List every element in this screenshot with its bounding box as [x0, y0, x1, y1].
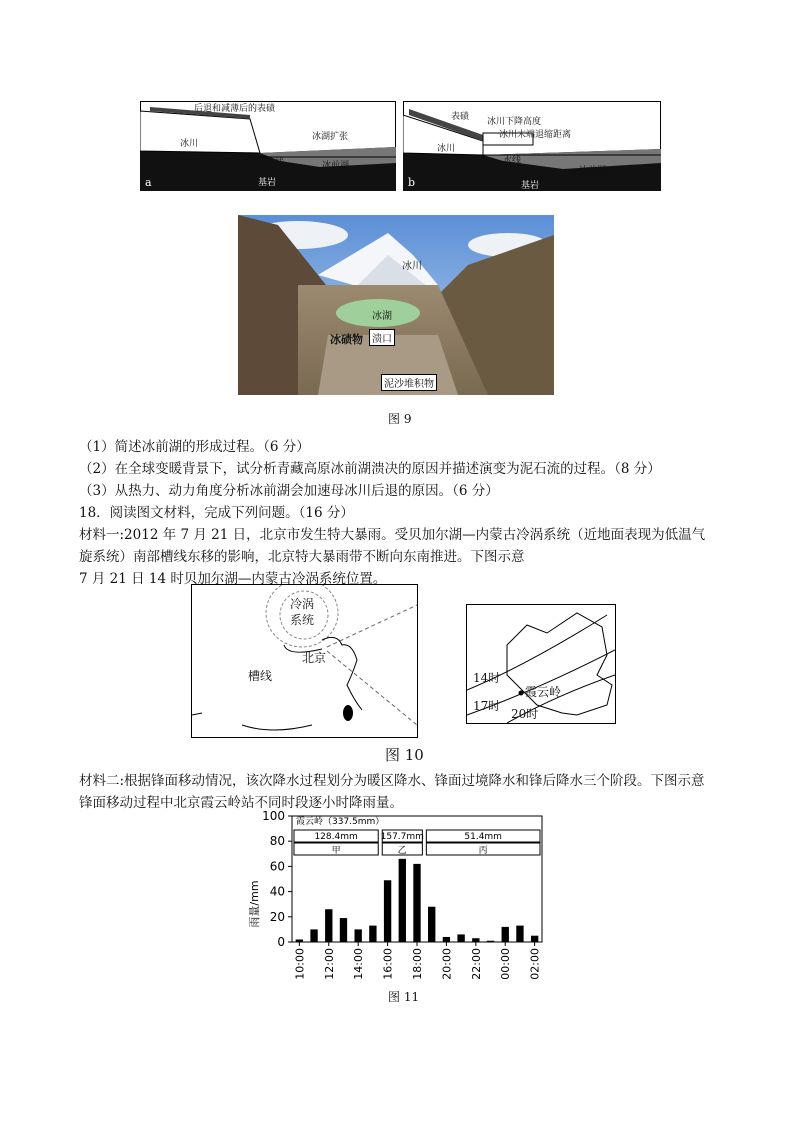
- photo-breach-label: 溃口: [369, 329, 395, 346]
- photo-glacier-label: 冰川: [402, 261, 422, 272]
- diagram-b-moraine: 表碛: [451, 112, 470, 122]
- figure10-caption: 图 10: [385, 746, 424, 764]
- rain-bar: [384, 880, 391, 942]
- rain-bar: [399, 859, 406, 942]
- diagram-b-panel-letter: b: [408, 176, 416, 189]
- station-label: 霞云岭: [525, 685, 562, 699]
- cold-vortex-label-1: 冷涡: [290, 597, 315, 611]
- diagram-a-water-line: 水线: [266, 158, 285, 168]
- photo-debris-label: 泥沙堆积物: [381, 374, 437, 391]
- diagram-a-panel-letter: a: [145, 176, 152, 189]
- stage-amount: 157.7mm: [380, 832, 424, 842]
- y-tick-label: 60: [269, 859, 285, 874]
- question-1: （1）简述冰前湖的形成过程。（6 分）: [79, 439, 310, 455]
- rain-bar: [516, 926, 523, 942]
- rain-bar: [369, 926, 376, 942]
- diagram-b: [403, 101, 661, 191]
- y-tick-label: 80: [269, 834, 285, 849]
- question-3: （3）从热力、动力角度分析冰前湖会加速母冰川后退的原因。（6 分）: [79, 483, 499, 499]
- material1-line1: 材料一:2012 年 7 月 21 日，北京市发生特大暴雨。受贝加尔湖—内蒙古冷涡系统（近地面表现为低温气: [79, 527, 706, 543]
- diagram-b-retreat: 冰川末端退缩距离: [499, 130, 572, 140]
- rain-bar: [428, 907, 435, 942]
- stage-name: 乙: [397, 846, 407, 856]
- question-2: （2）在全球变暖背景下，试分析青藏高原冰前湖溃决的原因并描述演变为泥石流的过程。（8 分）: [79, 461, 661, 477]
- y-tick-label: 40: [269, 884, 285, 899]
- stage-amount: 128.4mm: [314, 832, 358, 842]
- trough-label: 槽线: [248, 669, 273, 683]
- diagram-b-lake: 冰前湖: [579, 166, 607, 176]
- photo-lake-label: 冰湖: [372, 311, 392, 322]
- beijing-label: 北京: [302, 651, 327, 665]
- material2-line1: 材料二:根据锋面移动情况，该次降水过程划分为暖区降水、锋面过境降水和锋后降水三个阶段。下图示意: [79, 773, 705, 789]
- diagram-a-lake: 冰前湖: [322, 161, 350, 171]
- x-tick-label: 12:00: [322, 948, 336, 980]
- x-tick-label: 22:00: [469, 948, 483, 980]
- x-tick-label: 14:00: [352, 948, 366, 980]
- glacier-photo: [238, 215, 554, 395]
- diagram-a: [140, 101, 396, 191]
- rain-bar: [487, 941, 494, 942]
- y-tick-label: 20: [269, 909, 285, 924]
- stage-name: 丙: [478, 846, 488, 856]
- photo-moraine-label: 冰碛物: [330, 333, 363, 346]
- rain-bar: [502, 927, 509, 942]
- material2-line2: 锋面移动过程中北京霞云岭站不同时段逐小时降雨量。: [79, 795, 403, 811]
- figure9-caption: 图 9: [388, 412, 412, 426]
- figure10-inset: [466, 604, 616, 724]
- rain-bar: [340, 918, 347, 942]
- y-tick-label: 0: [277, 935, 285, 949]
- diagram-b-glacier: 冰川: [437, 144, 456, 154]
- time-14-label: 14时: [473, 671, 501, 685]
- glacier-photo-graphic: [238, 215, 554, 395]
- chart-stages: [294, 830, 540, 856]
- x-tick-label: 16:00: [381, 948, 395, 980]
- diagram-b-bedrock: 基岩: [521, 181, 540, 191]
- chart-title: 霞云岭（337.5mm）: [296, 817, 385, 827]
- rain-bar: [325, 909, 332, 942]
- x-tick-label: 00:00: [499, 948, 513, 980]
- chart-ticks: [293, 942, 541, 980]
- y-tick-label: 100: [262, 809, 285, 823]
- stage-name: 甲: [331, 846, 341, 856]
- rain-bar: [296, 939, 303, 942]
- diagram-b-descent: 冰川下降高度: [487, 117, 542, 127]
- rain-bar: [310, 929, 317, 942]
- x-tick-label: 18:00: [411, 948, 424, 980]
- diagram-a-glacier: 冰川: [180, 139, 199, 149]
- cold-vortex-label-2: 系统: [290, 613, 315, 627]
- diagram-a-bedrock: 基岩: [258, 178, 277, 188]
- diagram-a-top-label: 后退和减薄后的表碛: [194, 104, 276, 114]
- rainfall-chart-svg: [240, 808, 570, 984]
- stage-amount: 51.4mm: [464, 832, 502, 842]
- figure10-map: [191, 584, 418, 738]
- material1-line2: 旋系统）南部槽线东移的影响，北京特大暴雨带不断向东南推进。下图示意: [79, 549, 525, 565]
- q18-title: 18．阅读图文材料，完成下列问题。（16 分）: [79, 505, 354, 521]
- rain-bar: [531, 936, 538, 942]
- diagram-b-water-line: 水线: [503, 156, 522, 166]
- rain-bar: [472, 938, 479, 942]
- material1-line3: 7 月 21 日 14 时贝加尔湖—内蒙古冷涡系统位置。: [79, 571, 387, 587]
- rain-bar: [443, 937, 450, 942]
- diagram-a-lake-expand: 冰湖扩张: [312, 132, 349, 142]
- time-17-label: 17时: [473, 699, 501, 713]
- rainfall-chart: [240, 808, 570, 984]
- rain-bar: [355, 929, 362, 942]
- figure11-caption: 图 11: [388, 990, 420, 1004]
- chart-ylabel: 雨量/mm: [248, 880, 261, 928]
- x-tick-label: 02:00: [528, 948, 542, 980]
- time-20-label: 20时: [511, 707, 539, 721]
- rain-bar: [457, 934, 464, 942]
- chart-bars: [296, 859, 539, 942]
- x-tick-label: 10:00: [293, 948, 307, 980]
- rain-bar: [413, 864, 420, 942]
- x-tick-label: 20:00: [440, 948, 454, 980]
